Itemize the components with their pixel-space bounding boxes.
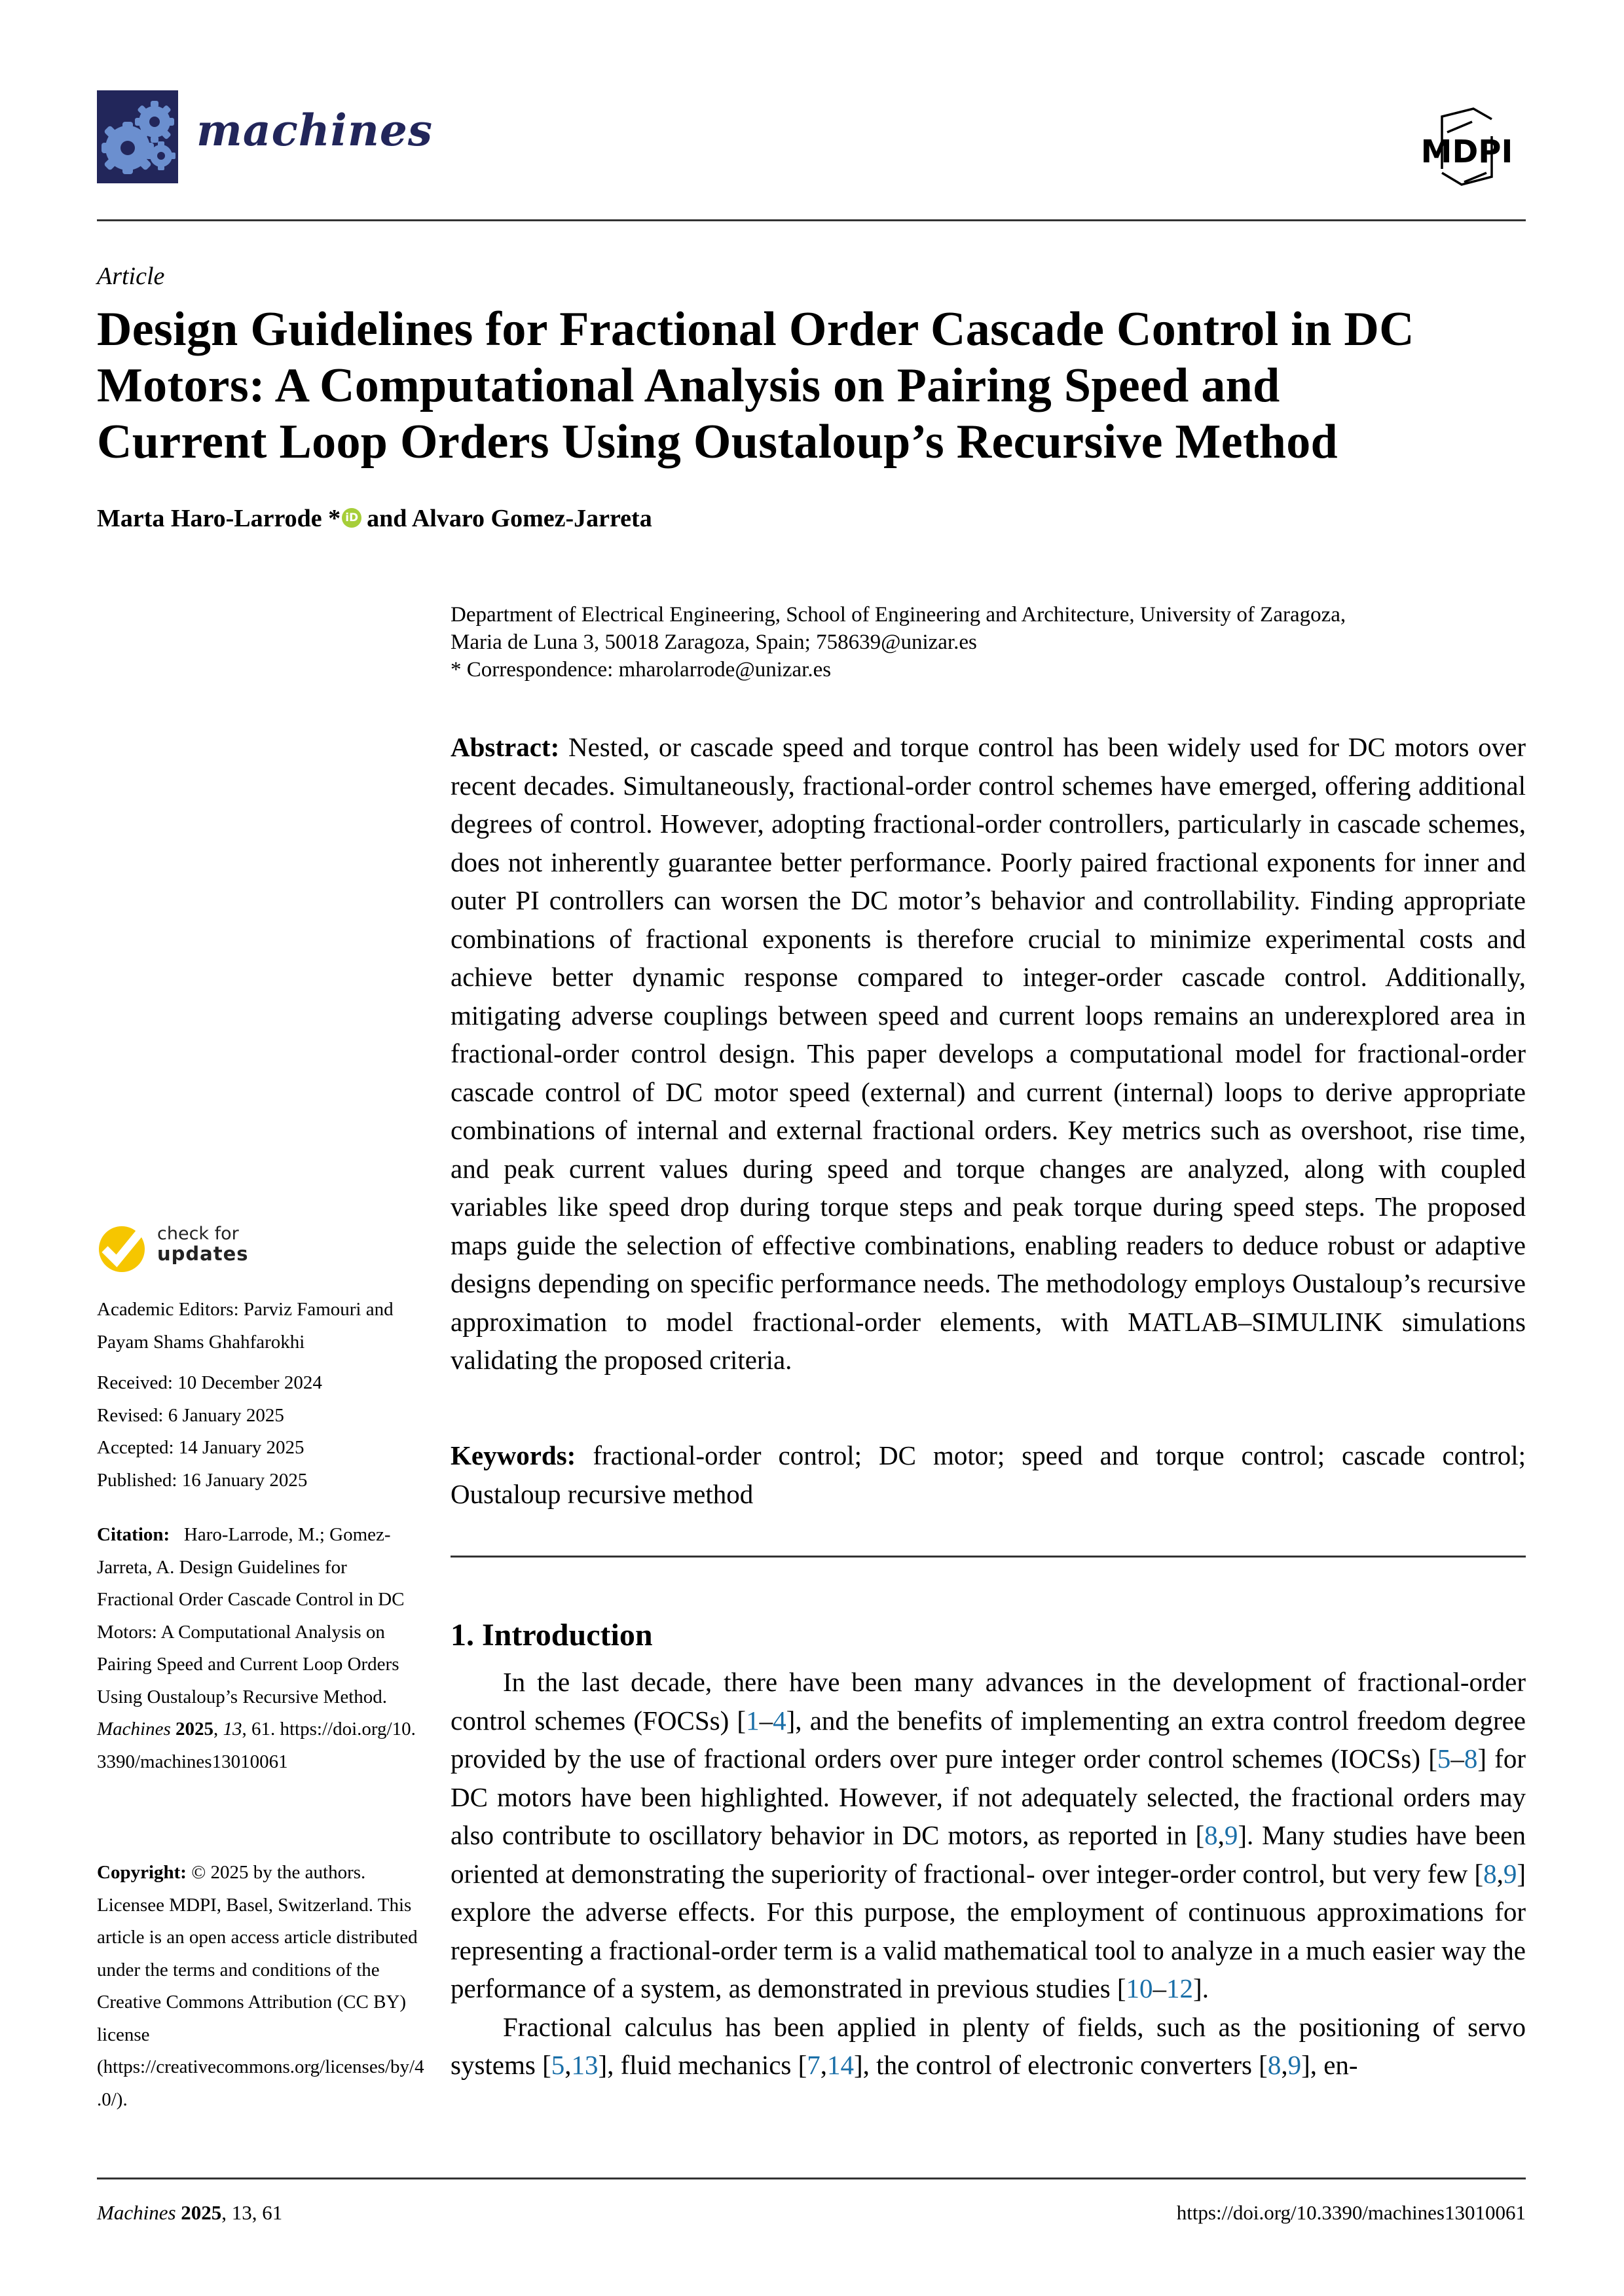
paragraph-text: – — [1153, 1973, 1167, 2003]
abstract-rule — [451, 1556, 1526, 1558]
author-name[interactable]: and Alvaro Gomez-Jarreta — [367, 505, 652, 532]
footer-journal: Machines — [97, 2201, 176, 2224]
citation-link[interactable]: 8 — [1483, 1858, 1497, 1889]
journal-name: machines — [196, 105, 433, 156]
date-published: Published: 16 January 2025 — [97, 1469, 308, 1491]
paragraph-text: ]. Many studies have been oriented at demonstrating the superiority of fractional- over integer-order control, but very few [ — [451, 1820, 1526, 1889]
citation-doi-link[interactable]: https://doi.org/10.3390/machines13010061 — [97, 1719, 416, 1772]
citation-block: Citation: Haro-Larrode, M.; Gomez-Jarreta, A. Design Guidelines for Fractional Order Cascade Control in DC Motors: A Computational Analysis on Pairing Speed and Current Loop Orders Using Oustaloup’s Recursive Method. Machines 2025, 13, 61. https://doi.org/10.3390/machines13010061 — [97, 1524, 416, 1772]
citation-link[interactable]: 12 — [1166, 1973, 1194, 2003]
author-name[interactable]: Marta Haro-Larrode * — [97, 505, 341, 532]
paragraph-text: ], en- — [1301, 2050, 1358, 2080]
keywords-text: fractional-order control; DC motor; speed and torque control; cascade control; Oustaloup recursive method — [451, 1440, 1526, 1509]
paragraph-text: , — [1281, 2050, 1288, 2080]
affiliation-line: Department of Electrical Engineering, School of Engineering and Architecture, University of Zaragoza, — [451, 603, 1346, 627]
affiliation-line: Maria de Luna 3, 50018 Zaragoza, Spain; 758639@unizar.es — [451, 630, 977, 654]
copyright-text: © 2025 by the authors. Licensee MDPI, Basel, Switzerland. This article is an open access article distributed under the terms and conditions of the Creative Commons Attribution (CC BY) license (https://creativecommons.org/licenses/by/4.0/). — [97, 1862, 424, 2110]
paragraph-text: ]. — [1193, 1973, 1209, 2003]
title-line: Motors: A Computational Analysis on Pairing Speed and — [97, 359, 1280, 412]
citation-link[interactable]: 7 — [807, 2050, 821, 2080]
academic-editors: Academic Editors: Parviz Famouri and Payam Shams Ghahfarokhi — [97, 1299, 394, 1353]
copyright-label: Copyright: — [97, 1862, 187, 1883]
citation-link[interactable]: 5 — [551, 2050, 565, 2080]
paragraph-text: ], and the benefits of implementing an extra control freedom degree provided by the use of fractional orders over pure integer order control schemes (IOCSs) [ — [451, 1705, 1526, 1774]
citation-link[interactable]: 5 — [1437, 1743, 1451, 1774]
title-line: Design Guidelines for Fractional Order Cascade Control in DC — [97, 302, 1414, 356]
journal-logo — [97, 90, 178, 183]
footer-doi-link[interactable]: https://doi.org/10.3390/machines13010061 — [1176, 2201, 1526, 2224]
paragraph-text: ], the control of electronic converters [ — [854, 2050, 1268, 2080]
check-for-label: check for — [157, 1224, 239, 1244]
intro-paragraph-2 — [451, 2008, 1526, 2085]
correspondence: * Correspondence: mharolarrode@unizar.es — [451, 658, 832, 682]
updates-label: updates — [157, 1243, 249, 1265]
citation-link[interactable]: 9 — [1503, 1858, 1517, 1889]
copyright-block — [97, 1857, 424, 2116]
article-type: Article — [97, 263, 165, 290]
paragraph-text: , — [1217, 1820, 1225, 1850]
publication-dates — [97, 1367, 424, 1497]
citation-link[interactable]: 14 — [827, 2050, 855, 2080]
affiliation-block — [451, 601, 1538, 683]
paragraph-text: In the last decade, there have been many advances in the development of fractional-order control schemes (FOCSs) [ — [451, 1667, 1526, 1736]
citation-year: 2025 — [175, 1719, 213, 1740]
citation-link[interactable]: 8 — [1267, 2050, 1282, 2080]
citation-link[interactable]: 4 — [773, 1705, 786, 1736]
check-for-updates-badge[interactable] — [97, 1223, 254, 1273]
section-heading: 1. Introduction — [451, 1618, 653, 1652]
header-rule — [97, 219, 1526, 221]
citation-text: Haro-Larrode, M.; Gomez-Jarreta, A. Design Guidelines for Fractional Order Cascade Control in DC Motors: A Computational Analysis on Pairing Speed and Current Loop Orders Using Oustaloup’s Recursive Method. — [97, 1524, 405, 1707]
checkmark-icon — [97, 1223, 147, 1273]
citation-link[interactable]: 1 — [746, 1705, 760, 1736]
citation-link[interactable]: 13 — [571, 2050, 599, 2080]
paragraph-text: – — [759, 1705, 773, 1736]
paragraph-text: – — [1450, 1743, 1464, 1774]
citation-link[interactable]: 8 — [1204, 1820, 1218, 1850]
mdpi-logo-text: MDPI — [1420, 134, 1513, 170]
abstract-text: Nested, or cascade speed and torque control has been widely used for DC motors over recent decades. Simultaneously, fractional-order control schemes have emerged, offering additional degrees of control. However, adopting fractional-order controllers, particularly in cascade schemes, does not inherently guarantee better performance. Poorly paired fractional exponents for inner and outer PI controllers can worsen the DC motor’s behavior and controllability. Finding appropriate combinations of fractional exponents is therefore crucial to minimize experimental costs and achieve better dynamic response compared to integer-order cascade control. Additionally, mitigating adverse couplings between speed and current loops remains an underexplored area in fractional-order control design. This paper develops a computational model for fractional-order cascade control of DC motor speed (external) and current (internal) loops to derive appropriate combinations of internal and external fractional orders. Key metrics such as overshoot, rise time, and peak current values during speed and torque changes are analyzed, along with coupled variables like speed drop during torque steps and peak torque during speed steps. The proposed maps guide the selection of effective combinations, enabling readers to deduce robust or adaptive designs depending on specific performance needs. The methodology employs Oustaloup’s recursive approximation to model fractional-order elements, with MATLAB–SIMULINK simulations validating the proposed criteria. — [451, 732, 1526, 1375]
gears-icon — [97, 90, 178, 183]
paragraph-text: , — [564, 2050, 572, 2080]
date-accepted: Accepted: 14 January 2025 — [97, 1437, 304, 1458]
paragraph-text: ] for DC motors have been highlighted. However, if not adequately selected, the fractional orders may also contribute to oscillatory behavior in DC motors, as reported in [ — [451, 1743, 1526, 1850]
mdpi-logo — [1408, 106, 1526, 186]
paragraph-text: ] explore the adverse effects. For this purpose, the employment of continuous approximations for representing a fractional-order term is a valid mathematical tool to analyze in a much easier way the performance of a system, as demonstrated in previous studies [ — [451, 1858, 1526, 2003]
abstract — [451, 728, 1526, 1379]
citation-link[interactable]: 10 — [1126, 1973, 1153, 2003]
paragraph-text: ], fluid mechanics [ — [598, 2050, 807, 2080]
citation-journal: Machines — [97, 1719, 171, 1740]
paragraph-text: , — [820, 2050, 828, 2080]
citation-link[interactable]: 9 — [1287, 2050, 1302, 2080]
citation-link[interactable]: 9 — [1224, 1820, 1238, 1850]
date-revised: Revised: 6 January 2025 — [97, 1404, 284, 1426]
paragraph-text: Fractional calculus has been applied in plenty of fields, such as the positioning of servo systems [ — [451, 2011, 1526, 2080]
citation-label: Citation: — [97, 1524, 170, 1545]
intro-paragraph-1 — [451, 1663, 1526, 2008]
footer-volume-page: , 13, 61 — [221, 2201, 283, 2224]
intro-body — [451, 1663, 1526, 2085]
title-line: Current Loop Orders Using Oustaloup’s Recursive Method — [97, 415, 1338, 469]
author-list — [97, 504, 652, 533]
abstract-label: Abstract: — [451, 732, 560, 762]
orcid-icon[interactable]: iD — [342, 508, 361, 528]
footer-year: 2025 — [181, 2201, 222, 2224]
keywords-label: Keywords: — [451, 1440, 576, 1470]
article-title — [97, 301, 1538, 470]
citation-article-number: 61. — [251, 1719, 276, 1740]
paragraph-text: , — [1496, 1858, 1504, 1889]
citation-volume: 13 — [223, 1719, 242, 1740]
citation-link[interactable]: 8 — [1464, 1743, 1478, 1774]
keywords — [451, 1436, 1526, 1513]
footer-journal-ref — [97, 2201, 282, 2225]
footer-rule — [97, 2178, 1526, 2179]
date-received: Received: 10 December 2024 — [97, 1372, 322, 1393]
